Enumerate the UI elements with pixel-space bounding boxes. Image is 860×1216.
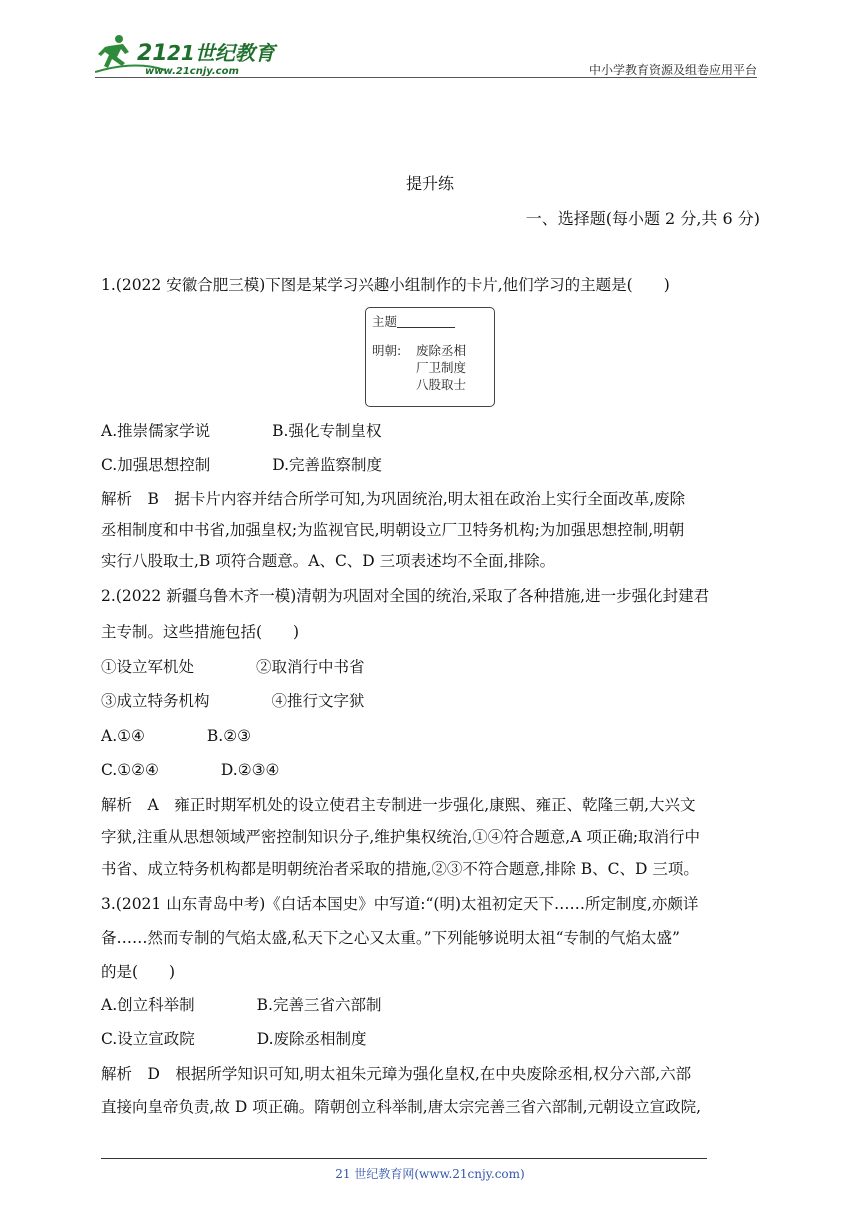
q2-analysis-line: 字狱,注重从思想领域严密控制知识分子,维护集权统治,①④符合题意,A 项正确;取消行中 [101,828,701,846]
q1-analysis-line: 解析 B 据卡片内容并结合所学可知,为巩固统治,明太祖在政治上实行全面改革,废除 [101,490,686,508]
q1-options-ab: A.推崇儒家学说 B.强化专制皇权 [101,422,382,440]
card-topic-blank [397,327,455,328]
q2-analysis-line: 解析 A 雍正时期军机处的设立使君主专制进一步强化,康熙、雍正、乾隆三朝,大兴文 [101,796,696,814]
q3-stem-line: 3.(2021 山东青岛中考)《白话本国史》中写道:“(明)太祖初定天下……所定制度,亦颇详 [101,895,699,913]
section-title: 提升练 [405,174,454,193]
q3-stem-line: 备……然而专制的气焰太盛,私天下之心又太重。”下列能够说明太祖“专制的气焰太盛” [101,929,680,947]
footer-divider [101,1158,707,1159]
section-subtitle: 一、选择题(每小题 2 分,共 6 分) [525,209,760,228]
card-item: 厂卫制度 [416,360,467,375]
q3-options-ab: A.创立科举制 B.完善三省六部制 [101,996,382,1014]
card-item: 八股取士 [416,377,467,392]
card-item: 废除丞相 [416,343,467,358]
q3-options-cd: C.设立宣政院 D.废除丞相制度 [101,1030,367,1048]
q2-items-34: ③成立特务机构 ④推行文字狱 [101,692,365,710]
page-header [95,30,757,78]
q1-options-cd: C.加强思想控制 D.完善监察制度 [101,456,383,474]
svg-text:21: 21 [137,41,168,66]
header-platform-text: 中小学教育资源及组卷应用平台 [588,63,757,77]
q1-analysis-line: 实行八股取士,B 项符合题意。A、C、D 三项表述均不全面,排除。 [101,552,556,570]
q2-stem-line: 主专制。这些措施包括( ) [101,623,300,641]
q2-options-ab: A.①④ B.②③ [101,727,252,745]
svg-text:www.21cnjy.com: www.21cnjy.com [145,66,239,77]
study-card [365,307,495,407]
q2-options-cd: C.①②④ D.②③④ [101,761,280,779]
q3-analysis-line: 直接向皇帝负责,故 D 项正确。隋朝创立科举制,唐太宗完善三省六部制,元朝设立宣政院, [101,1098,701,1116]
q2-stem-line: 2.(2022 新疆乌鲁木齐一模)清朝为巩固对全国的统治,采取了各种措施,进一步强化封建君 [101,587,710,605]
q1-stem: 1.(2022 安徽合肥三模)下图是某学习兴趣小组制作的卡片,他们学习的主题是( ) [101,276,670,294]
q1-analysis-line: 丞相制度和中书省,加强皇权;为监视官民,明朝设立厂卫特务机构;为加强思想控制,明朝 [101,521,685,539]
footer-text: 21 世纪教育网(www.21cnjy.com) [335,1167,525,1181]
q3-stem-line: 的是( ) [101,963,176,981]
card-topic-label: 主题 [372,314,398,329]
q2-analysis-line: 书省、成立特务机构都是明朝统治者采取的措施,②③不符合题意,排除 B、C、D 三项。 [101,860,699,878]
q3-analysis-line: 解析 D 根据所学知识可知,明太祖朱元璋为强化皇权,在中央废除丞相,权分六部,六部 [101,1065,692,1083]
svg-text:21世纪教育: 21世纪教育 [167,41,275,65]
header-divider [95,77,757,78]
site-logo [95,30,295,78]
card-dynasty: 明朝: [372,343,402,358]
q2-items-12: ①设立军机处 ②取消行中书省 [101,658,365,676]
card-topic [372,312,455,330]
